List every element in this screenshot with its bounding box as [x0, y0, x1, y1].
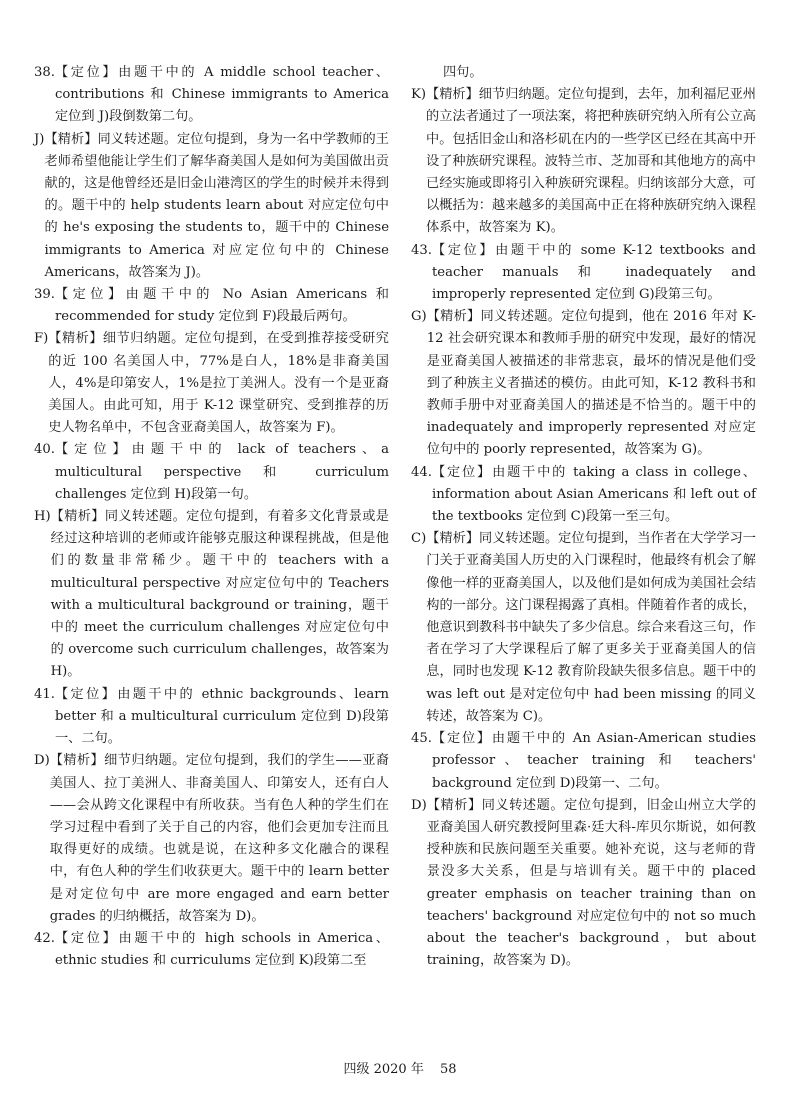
entry-43-locate: [411, 240, 756, 307]
answer-letter: K): [411, 87, 426, 103]
question-number: 39.: [34, 287, 55, 303]
answer-letter: H): [34, 509, 51, 525]
entry-text: 【定位】由题干中的 An Asian-American studies professor、teacher training 和 teachers' background 定位到 D)段第一、二句。: [431, 731, 756, 791]
entry-41-locate: [34, 684, 389, 751]
entry-45-locate: [411, 728, 756, 795]
entry-text: 【定位】由题干中的 high schools in America、ethnic studies 和 curriculums 定位到 K)段第二至: [54, 930, 389, 969]
entry-text: 【精析】细节归纳题。定位句提到，我们的学生——亚裔美国人、拉丁美洲人、非裔美国人、印第安人，还有白人——会从跨文化课程中有所收获。当有色人种的学生们在学习过程中看到了关于自己的内容，他们会更加专注而且取得更好的成绩。也就是说，在这种多文化融合的课程中，有色人种的学生们收获更大。题干中的 learn better 是对定位句中 are more engaged and earn better grades 的归纳概括，故答案为 D)。: [49, 753, 389, 924]
answer-letter: D): [34, 753, 50, 769]
entry-40-locate: [34, 439, 389, 506]
answer-letter: F): [34, 331, 49, 347]
entry-text: 【精析】细节归纳题。定位句提到，在受到推荐接受研究的近 100 名美国人中，77%是白人，18%是非裔美国人，4%是印第安人，1%是拉丁美洲人。没有一个是亚裔美国人。由此可知，用于 K-12 课堂研究、受到推荐的历史人物名单中，不包含亚裔美国人，故答案为 F)。: [48, 331, 389, 436]
entry-text: 【定位】由题干中的 A middle school teacher、contributions 和 Chinese immigrants to America 定位到 J)段倒数第二句。: [54, 65, 389, 125]
entry-text: 【精析】同义转述题。定位句提到，他在 2016 年对 K-12 社会研究课本和教师手册的研究中发现，最好的情况是亚裔美国人被描述的非常悲哀，最坏的情况是他们受到了种族主义者描述的模仿。由此可知，K-12 教科书和教师手册中对亚裔美国人的描述是不恰当的。题干中的 inadequately and improperly represented 对应定位句中的 poorly represented，故答案为 G)。: [426, 309, 756, 458]
answer-letter: C): [411, 531, 427, 547]
entry-text: 【精析】细节归纳题。定位句提到，去年，加利福尼亚州的立法者通过了一项法案，将把种族研究纳入所有公立高中。包括旧金山和洛杉矶在内的一些学区已经在其高中开设了种族研究课程。波特兰市、芝加哥和其他地方的高中已经实施或即将引入种族研究课程。归纳该部分大意，可以概括为：越来越多的美国高中正在将种族研究纳入课程体系中，故答案为 K)。: [426, 87, 756, 236]
page-footer: [0, 1058, 800, 1077]
question-number: 41.: [34, 686, 55, 702]
question-number: 44.: [411, 464, 432, 480]
entry-J-analysis: [34, 129, 389, 284]
left-column: [34, 62, 389, 972]
entry-39-locate: [34, 284, 389, 328]
entry-F-analysis: [34, 328, 389, 439]
answer-letter: J): [34, 131, 45, 147]
entry-C-analysis: [411, 528, 756, 728]
entry-D-analysis-2: [411, 795, 756, 973]
entry-H-analysis: [34, 506, 389, 684]
right-column: [411, 62, 756, 972]
entry-38-locate: [34, 62, 389, 129]
question-number: 42.: [34, 930, 55, 946]
entry-text: 【精析】同义转述题。定位句提到，有着多文化背景或是经过这种培训的老师或许能够克服这种课程挑战，但是他们的数量非常稀少。题干中的 teachers with a multicultural perspective 对应定位句中的 Teachers with a multicultural background or training，题干中的 meet the curriculum challenges 对应定位句中的 overcome such curriculum challenges，故答案为 H)。: [50, 509, 389, 680]
question-number: 43.: [411, 242, 432, 258]
entry-44-locate: [411, 462, 756, 529]
page-number: 58: [439, 1062, 457, 1077]
question-number: 38.: [34, 65, 55, 80]
entry-text: 【定位】由题干中的 lack of teachers、a multicultural perspective 和 curriculum challenges 定位到 H)段第一句。: [54, 442, 389, 502]
question-number: 45.: [411, 731, 432, 747]
entry-D-analysis: [34, 750, 389, 928]
entry-text: 【定位】由题干中的 some K-12 textbooks and teacher manuals 和 inadequately and improperly represented 定位到 G)段第三句。: [431, 242, 756, 303]
entry-text: 【精析】同义转述题。定位句提到，旧金山州立大学的亚裔美国人研究教授阿里森·廷大科-库贝尔斯说，如何教授种族和民族问题至关重要。她补充说，这与老师的背景没多大关系，但是与培训有关。题干中的 placed greater emphasis on teacher training than on teachers' background 对应定位句中的 not so much about the teacher's background，but about training，故答案为 D)。: [426, 797, 756, 969]
footer-label: 四级 2020 年: [343, 1062, 424, 1077]
entry-42-locate: [34, 928, 389, 972]
question-number: 40.: [34, 442, 55, 458]
entry-G-analysis: [411, 306, 756, 461]
entry-text: 【定位】由题干中的 taking a class in college、information about Asian Americans 和 left out of the textbooks 定位到 C)段第一至三句。: [431, 464, 756, 525]
entry-text: 【定位】由题干中的 No Asian Americans 和 recommended for study 定位到 F)段最后两句。: [54, 287, 389, 325]
answer-letter: D): [411, 797, 427, 813]
entry-text: 【定位】由题干中的 ethnic backgrounds、learn better 和 a multicultural curriculum 定位到 D)段第一、二句。: [54, 686, 389, 747]
continued-text: 四句。: [443, 65, 483, 80]
entry-text: 【精析】同义转述题。定位句提到，身为一名中学教师的王老师希望他能让学生们了解华裔美国人是如何为美国做出贡献的，这是他曾经还是旧金山港湾区的学生的时候并未得到的。题干中的 help students learn about 对应定位句中的 he's exposing the students to，题干中的 Chinese immigrants to America 对应定位句中的 Chinese Americans，故答案为 J)。: [44, 131, 389, 280]
entry-K-analysis: [411, 84, 756, 239]
answer-letter: G): [411, 309, 427, 325]
entry-text: 【精析】同义转述题。定位句提到，当作者在大学学习一门关于亚裔美国人历史的入门课程时，他最终有机会了解像他一样的亚裔美国人，以及他们是如何成为美国社会结构的一部分。这门课程揭露了真相。伴随着作者的成长，他意识到教科书中缺失了多少信息。综合来看这三句，作者在学习了大学课程后了解了更多关于亚裔美国人的信息，同时也发现 K-12 教育阶段缺失很多信息。题干中的 was left out 是对定位句中 had been missing 的同义转述，故答案为 C)。: [426, 531, 756, 724]
